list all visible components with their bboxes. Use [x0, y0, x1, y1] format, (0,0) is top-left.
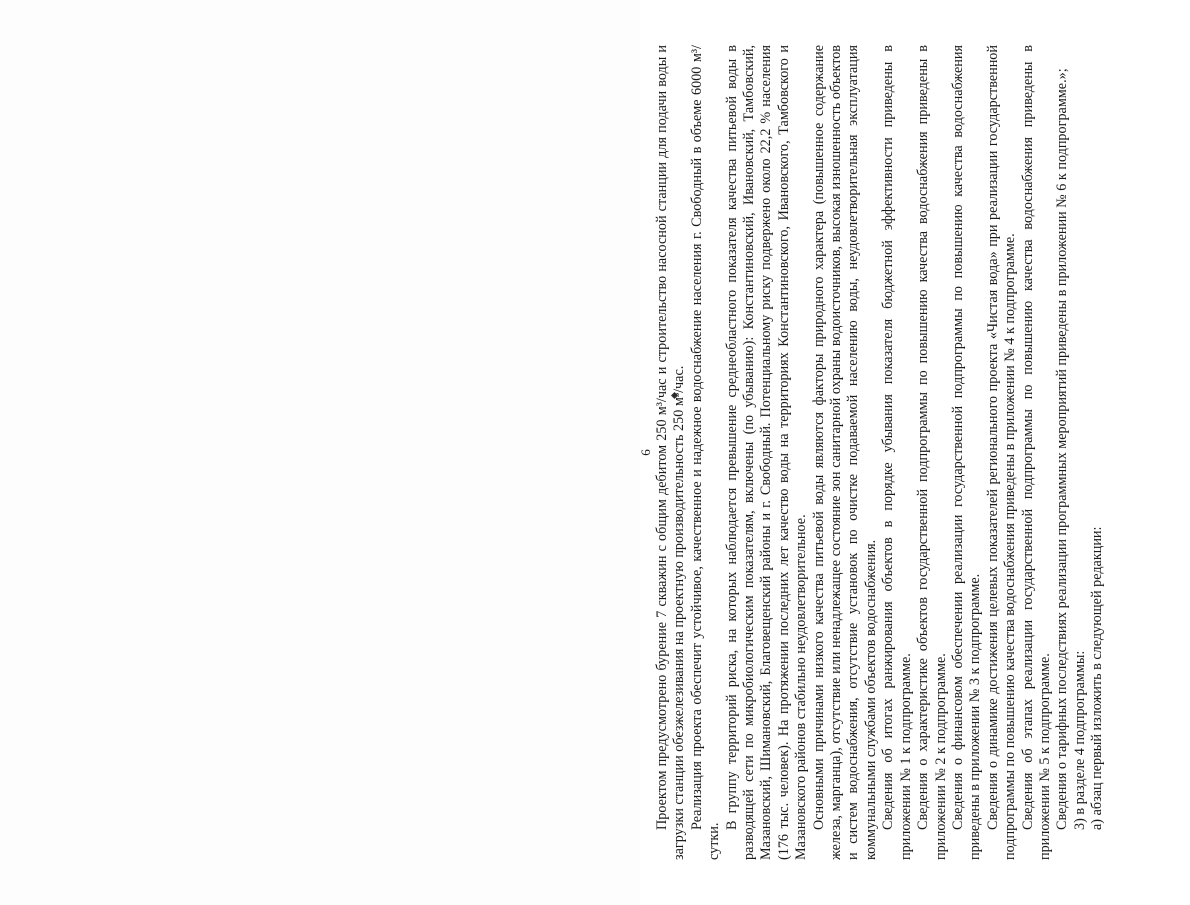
paragraph-appendix-4: Сведения о динамике достижения целевых показателей регионального проекта «Чистая вода» при реализации государственной подпрограммы по повышению качества водоснабжения приведены в приложении № 4 к подпрограмме.: [984, 45, 1019, 860]
paragraph-abzac: а) абзац первый изложить в следующей редакции:: [1089, 526, 1106, 830]
paragraph-project-supply: Реализация проекта обеспечит устойчивое, качественное и надежное водоснабжение населения г. Свободный в объеме 6000 м³/сутки.: [688, 45, 723, 860]
paragraph-appendix-2: Сведения о характеристике объектов государственной подпрограммы по повышению качества водоснабжения приведены в приложении № 2 к подпрограмме.: [915, 45, 949, 860]
rotated-content: [630, 45, 1190, 860]
paragraph-risk-territories: В группу территорий риска, на которых наблюдается превышение среднеобластного показателя качества питьевой воды в разводящей сети по микробиологическим показателям, включены (по убыванию): Константиновский, Ивановский, Тамбовский, Мазановский, Шимановский, Благовещенский районы и г. Свободный. Потенциальному риску подвержено около 22,2 % населения (176 тыс. человек). На протяжении последних лет качество воды на территориях Константиновского, Ивановского, Тамбовского и Мазановского районов стабильно неудовлетворительное.: [723, 45, 810, 860]
document-body: [654, 45, 1107, 860]
paragraph-appendix-6: Сведения о тарифных последствиях реализации программных мероприятий приведены в приложении № 6 к подпрограмме.»;: [1054, 68, 1071, 830]
paragraph-appendix-1: Сведения об итогах ранжирования объектов в порядке убывания показателя бюджетной эффективности приведены в приложении № 1 к подпрограмме.: [880, 45, 914, 860]
paragraph-causes: Основными причинами низкого качества питьевой воды являются факторы природного характера (повышенное содержание железа, марганца), отсутствие или ненадлежащее состояние зон санитарной охраны водоисточников, высокая изношенность объектов и систем водоснабжения, отсутствие установок по очистке подаваемой населению воды, неудовлетворительная эксплуатация коммунальными службами объектов водоснабжения.: [810, 45, 879, 860]
paragraph-appendix-5: Сведения об этапах реализации государственной подпрограммы по повышению качества водоснабжения приведены в приложении № 5 к подпрограмме.: [1019, 45, 1053, 860]
paragraph-drilling: Проектом предусмотрено бурение 7 скважин с общим дебитом 250 м³/час и строительство насосной станции для подачи воды и загрузки станции обезжелезивания на проектную производительность 250 м³/час.: [654, 45, 688, 860]
paragraph-appendix-3: Сведения о финансовом обеспечении реализации государственной подпрограммы по повышению качества водоснабжения приведены в приложении № 3 к подпрограмме.: [949, 45, 984, 860]
paragraph-section-4: 3) в разделе 4 подпрограммы:: [1071, 650, 1088, 830]
page-number: 6: [638, 449, 653, 456]
